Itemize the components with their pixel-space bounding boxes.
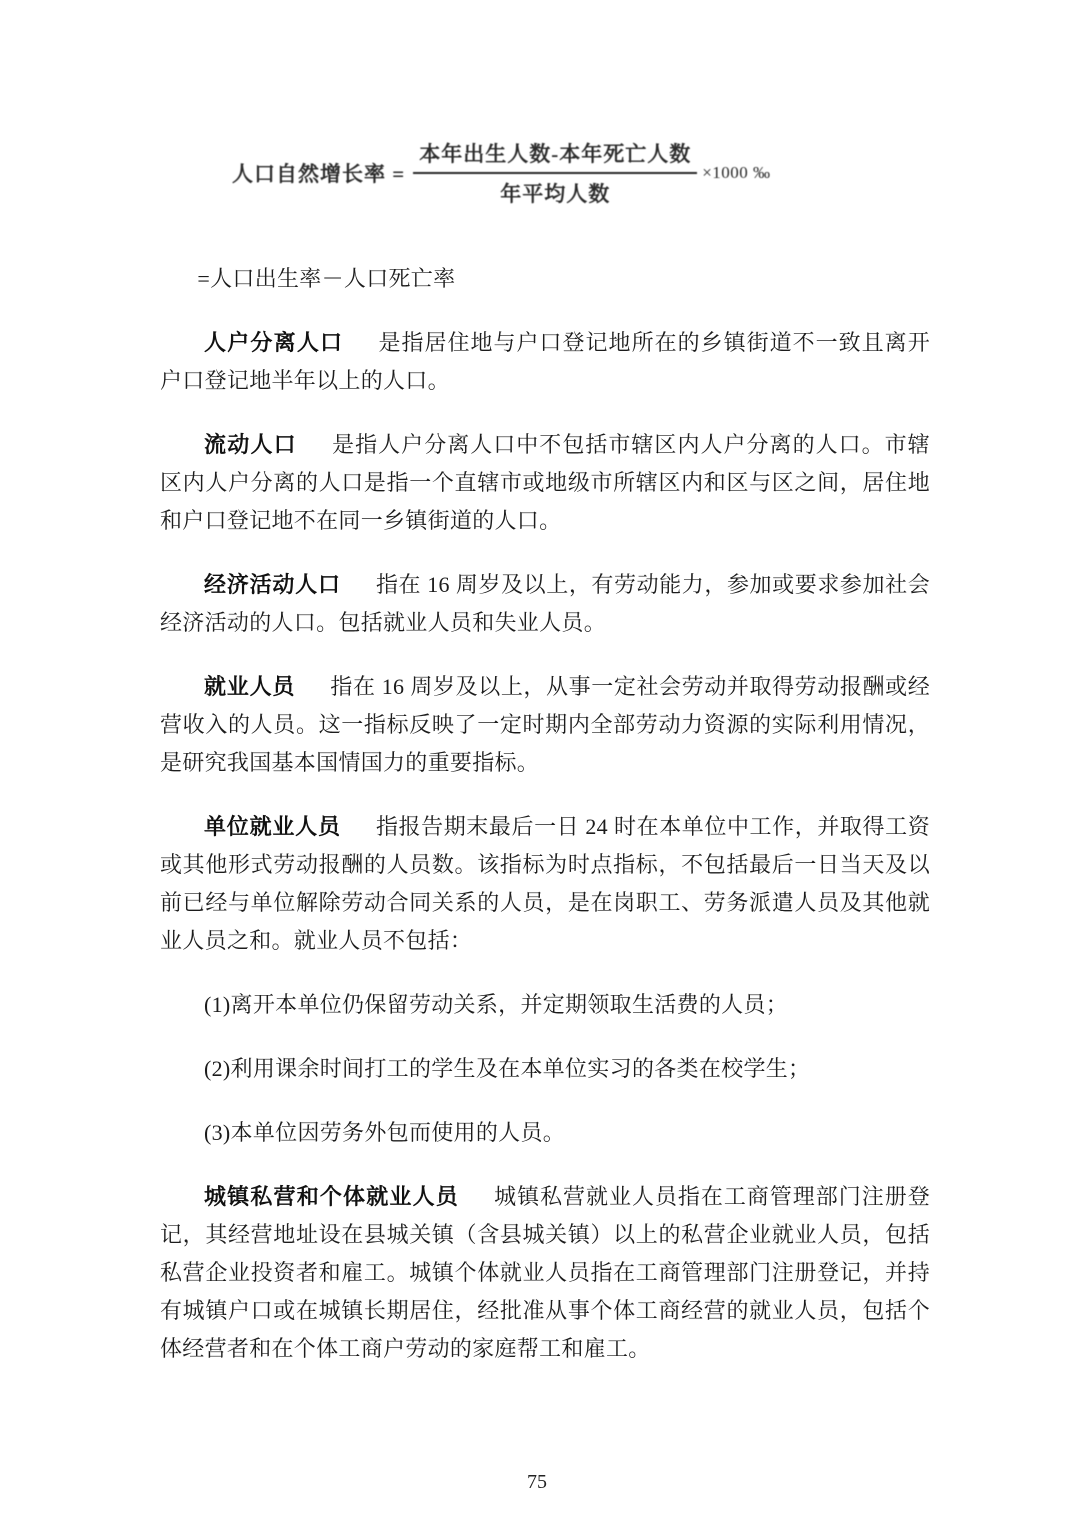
- paragraph-employed-persons: [160, 668, 930, 782]
- paragraph-floating-population: [160, 426, 930, 540]
- paragraph-separated-population: [160, 324, 930, 400]
- paragraph-economically-active-population: [160, 566, 930, 642]
- formula-result-line: =人口出生率－人口死亡率: [197, 266, 456, 291]
- paragraph-text: (2)利用课余时间打工的学生及在本单位实习的各类在校学生；: [204, 1056, 811, 1081]
- list-item-2: [160, 1050, 930, 1088]
- list-item-3: [160, 1114, 930, 1152]
- term-label: 城镇私营和个体就业人员: [204, 1184, 459, 1209]
- paragraph-text: 是指人户分离人口中不包括市辖区内人户分离的人口。市辖区内人户分离的人口是指一个直辖市或地级市所辖区内和区与区之间，居住地和户口登记地不在同一乡镇街道的人口。: [160, 432, 930, 533]
- paragraph-text: 指在 16 周岁及以上，从事一定社会劳动并取得劳动报酬或经营收入的人员。这一指标反映了一定时期内全部劳动力资源的实际利用情况，是研究我国基本国情国力的重要指标。: [160, 674, 930, 775]
- term-label: 流动人口: [204, 432, 297, 457]
- paragraph-text: 指在 16 周岁及以上，有劳动能力，参加或要求参加社会经济活动的人口。包括就业人员和失业人员。: [160, 572, 930, 635]
- formula-numerator: 本年出生人数-本年死亡人数: [413, 138, 697, 174]
- term-label: 单位就业人员: [204, 814, 341, 839]
- paragraph-text: 指报告期末最后一日 24 时在本单位中工作，并取得工资或其他形式劳动报酬的人员数。该指标为时点指标，不包括最后一日当天及以前已经与单位解除劳动合同关系的人员，是在岗职工、劳务派遣人员及其他就业人员之和。就业人员不包括：: [160, 814, 930, 953]
- term-label: 人户分离人口: [204, 330, 344, 355]
- formula-denominator: 年平均人数: [500, 182, 611, 206]
- paragraph-unit-employed-persons: [160, 808, 930, 960]
- paragraph-text: (1)离开本单位仍保留劳动关系，并定期领取生活费的人员；: [204, 992, 789, 1017]
- list-item-1: [160, 986, 930, 1024]
- paragraph-text: (3)本单位因劳务外包而使用的人员。: [204, 1120, 566, 1145]
- term-label: 经济活动人口: [204, 572, 341, 597]
- formula-fraction: [413, 138, 697, 208]
- paragraph-text: 是指居住地与户口登记地所在的乡镇街道不一致且离开户口登记地半年以上的人口。: [160, 330, 930, 393]
- population-growth-formula: [232, 138, 930, 208]
- formula-left-hand-side: 人口自然增长率 =: [232, 162, 406, 186]
- formula-multiplier: ×1000 ‰: [702, 163, 771, 182]
- paragraph-urban-private-individual-employed: [160, 1178, 930, 1368]
- term-label: 就业人员: [204, 674, 296, 699]
- page-number: 75: [527, 1471, 547, 1493]
- paragraph-text: 城镇私营就业人员指在工商管理部门注册登记，其经营地址设在县城关镇（含县城关镇）以上的私营企业就业人员，包括私营企业投资者和雇工。城镇个体就业人员指在工商管理部门注册登记，并持有城镇户口或在城镇长期居住，经批准从事个体工商经营的就业人员，包括个体经营者和在个体工商户劳动的家庭帮工和雇工。: [160, 1184, 930, 1361]
